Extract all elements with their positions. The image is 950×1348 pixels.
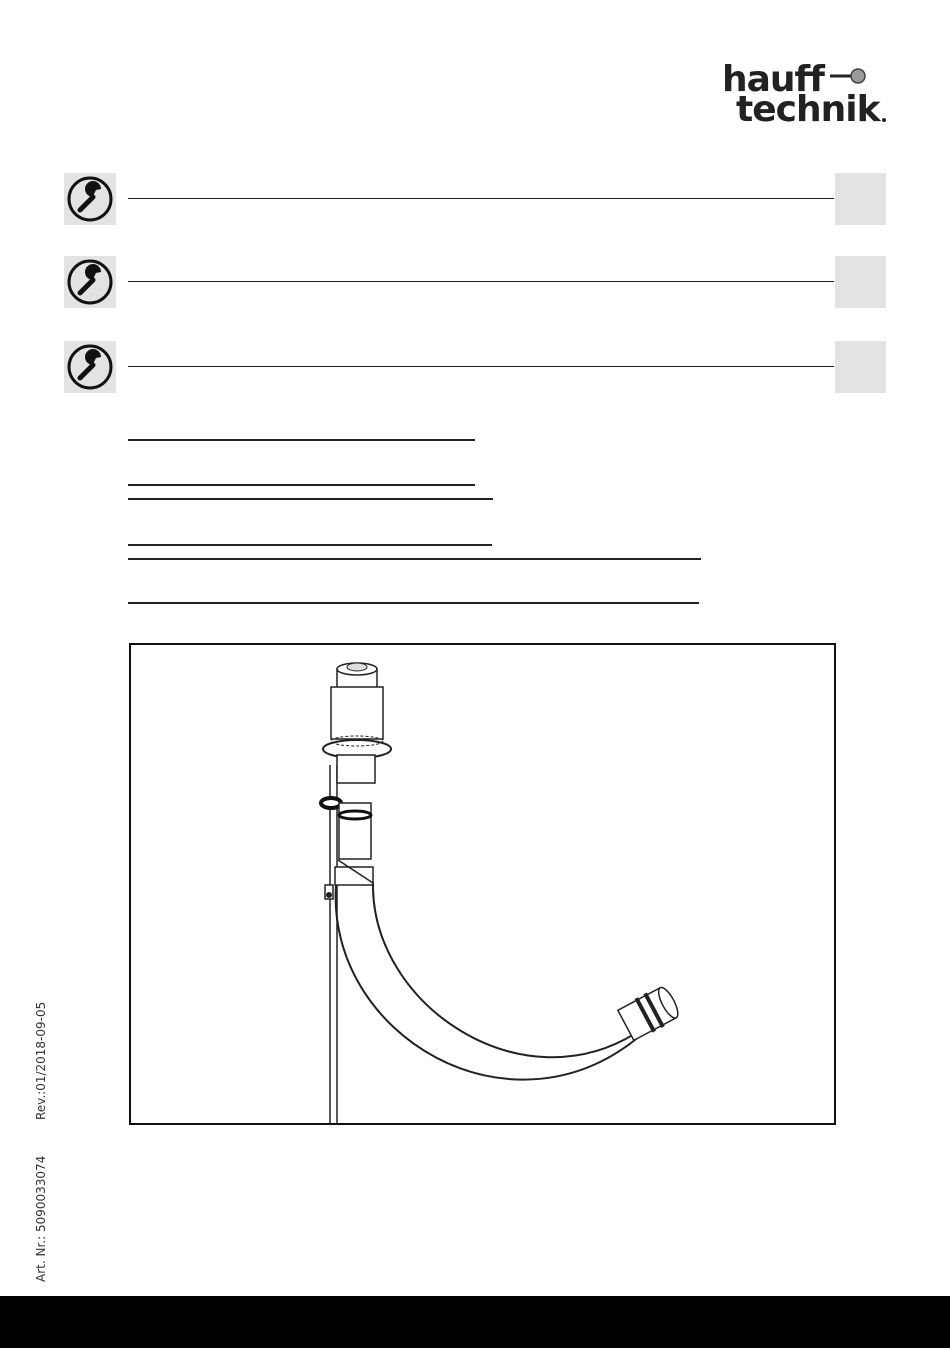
section-divider bbox=[128, 366, 834, 367]
product-illustration-frame bbox=[129, 643, 836, 1125]
language-tab bbox=[835, 173, 886, 225]
wrench-icon bbox=[64, 341, 116, 393]
language-tab bbox=[835, 256, 886, 308]
rule-line bbox=[128, 558, 701, 560]
language-tab bbox=[835, 341, 886, 393]
section-row-2 bbox=[64, 256, 886, 308]
rule-line bbox=[128, 498, 493, 500]
section-divider bbox=[128, 281, 834, 282]
rule-line bbox=[128, 484, 475, 486]
rule-line bbox=[128, 439, 475, 441]
article-number-label: Art. Nr.: 5090033074 bbox=[34, 1155, 48, 1282]
logo-word-hauff: hauff bbox=[722, 59, 824, 100]
rule-line bbox=[128, 602, 699, 604]
logo-word-technik: technik bbox=[736, 89, 880, 130]
footer-bar bbox=[0, 1296, 950, 1348]
wrench-icon bbox=[64, 173, 116, 225]
rule-line bbox=[128, 544, 492, 546]
pipe-assembly-illustration bbox=[131, 645, 834, 1123]
section-row-1 bbox=[64, 173, 886, 225]
hauff-technik-logo bbox=[718, 59, 890, 132]
section-row-3 bbox=[64, 341, 886, 393]
revision-label: Rev.:01/2018-09-05 bbox=[34, 1001, 48, 1120]
wrench-icon bbox=[64, 256, 116, 308]
section-divider bbox=[128, 198, 834, 199]
